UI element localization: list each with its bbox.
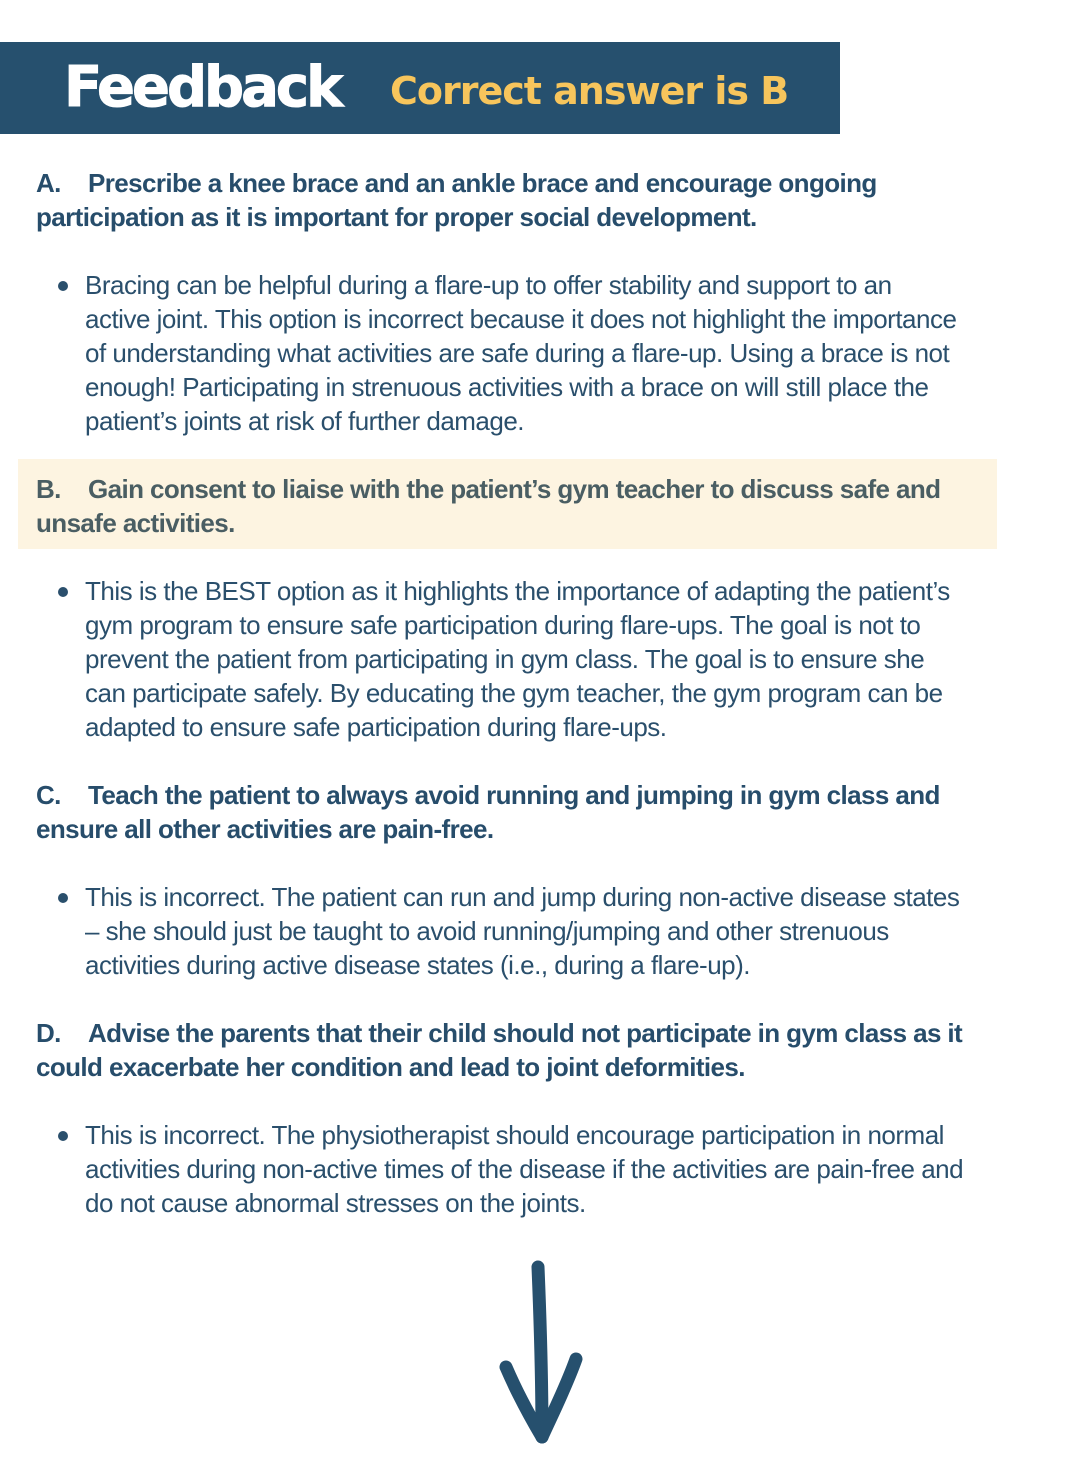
option-text-line2: ensure all other activities are pain-free.: [36, 814, 494, 844]
bullet-icon: [58, 1131, 68, 1141]
bullet-icon: [58, 587, 68, 597]
feedback-line: This is incorrect. The physiotherapist should encourage participation in normal: [85, 1120, 944, 1150]
correct-answer-label: Correct answer is B: [390, 69, 789, 113]
feedback-line: active joint. This option is incorrect because it does not highlight the importance: [85, 304, 957, 334]
feedback-line: can participate safely. By educating the gym teacher, the gym program can be: [85, 678, 943, 708]
feedback-line: adapted to ensure safe participation during flare-ups.: [85, 712, 667, 742]
feedback-line: activities during non-active times of the disease if the activities are pain-free and: [85, 1154, 964, 1184]
option-c-feedback: [85, 880, 1050, 982]
feedback-line: This is the BEST option as it highlights the importance of adapting the patient’s: [85, 576, 950, 606]
option-text-line1: Prescribe a knee brace and an ankle brace and encourage ongoing: [88, 168, 877, 198]
feedback-line: – she should just be taught to avoid running/jumping and other strenuous: [85, 916, 889, 946]
feedback-line: prevent the patient from participating in gym class. The goal is to ensure she: [85, 644, 925, 674]
option-c: [36, 778, 996, 846]
feedback-line: do not cause abnormal stresses on the joints.: [85, 1188, 586, 1218]
option-a: [36, 166, 996, 234]
option-letter: D.: [36, 1018, 61, 1048]
option-text-line2: participation as it is important for proper social development.: [36, 202, 757, 232]
feedback-line: patient’s joints at risk of further damage.: [85, 406, 525, 436]
feedback-line: enough! Participating in strenuous activities with a brace on will still place the: [85, 372, 929, 402]
feedback-line: activities during active disease states (i.e., during a flare-up).: [85, 950, 751, 980]
option-letter: C.: [36, 780, 61, 810]
option-text-line1: Gain consent to liaise with the patient’s gym teacher to discuss safe and: [88, 474, 941, 504]
feedback-line: Bracing can be helpful during a flare-up to offer stability and support to an: [85, 270, 892, 300]
option-a-feedback: [85, 268, 1050, 438]
option-d-feedback: [85, 1118, 1050, 1220]
option-text-line1: Teach the patient to always avoid running and jumping in gym class and: [88, 780, 940, 810]
header-bar: [0, 42, 840, 134]
option-letter: A.: [36, 168, 61, 198]
option-letter: B.: [36, 474, 61, 504]
bullet-icon: [58, 893, 68, 903]
bullet-icon: [58, 281, 68, 291]
feedback-line: This is incorrect. The patient can run and jump during non-active disease states: [85, 882, 960, 912]
feedback-line: gym program to ensure safe participation during flare-ups. The goal is not to: [85, 610, 921, 640]
arrow-down-icon[interactable]: [490, 1255, 590, 1455]
option-b: [36, 472, 996, 540]
page-title: Feedback: [64, 55, 341, 120]
option-text-line1: Advise the parents that their child should not participate in gym class as it: [88, 1018, 963, 1048]
option-text-line2: unsafe activities.: [36, 508, 235, 538]
option-d: [36, 1016, 996, 1084]
option-b-feedback: [85, 574, 1050, 744]
option-text-line2: could exacerbate her condition and lead to joint deformities.: [36, 1052, 745, 1082]
feedback-line: of understanding what activities are safe during a flare-up. Using a brace is not: [85, 338, 950, 368]
